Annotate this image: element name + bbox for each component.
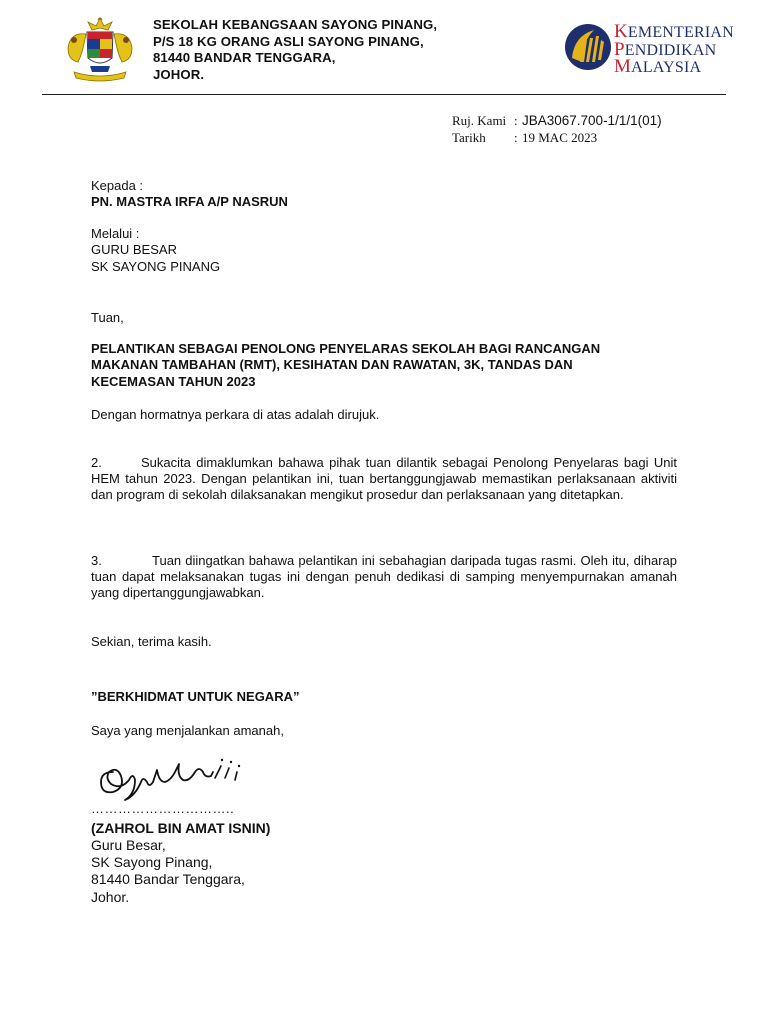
letterhead-divider <box>42 94 726 95</box>
subject-heading: PELANTIKAN SEBAGAI PENOLONG PENYELARAS SEKOLAH BAGI RANCANGAN MAKANAN TAMBAHAN (RMT), KESIHATAN DAN RAWATAN, 3K, TANDAS DAN KECEMASAN TAHUN 2023 <box>91 341 601 389</box>
intro-paragraph: Dengan hormatnya perkara di atas adalah dirujuk. <box>91 407 380 422</box>
via-label: Melalui : <box>91 226 140 241</box>
signer-postcode-town: 81440 Bandar Tenggara, <box>91 871 245 888</box>
signature-line: ………………………….. <box>91 801 235 816</box>
signer-name: (ZAHROL BIN AMAT ISNIN) <box>91 820 271 836</box>
school-address-line-2: 81440 BANDAR TENGGARA, <box>153 50 336 65</box>
ministry-word-rest: ALAYSIA <box>631 59 702 76</box>
ministry-line-3 <box>614 56 734 77</box>
ref-value: JBA3067.700-1/1/1(01) <box>522 113 662 128</box>
school-address-line-3: JOHOR. <box>153 66 205 82</box>
ministry-name <box>614 21 734 77</box>
ministry-line-1 <box>614 21 734 42</box>
paragraph-2 <box>91 455 677 504</box>
ministry-word-rest: EMENTERIAN <box>627 24 734 41</box>
handwritten-signature <box>95 742 255 804</box>
malaysia-coat-of-arms-icon <box>60 14 140 84</box>
to-label: Kepada : <box>91 178 144 193</box>
via-line-1: GURU BESAR <box>91 242 177 257</box>
paragraph-3 <box>91 553 677 602</box>
ministry-initial: M <box>614 56 632 77</box>
ministry-word-rest: ENDIDIKAN <box>624 41 717 59</box>
paragraph-3-number: 3. <box>91 553 102 568</box>
salutation: Tuan, <box>91 310 124 325</box>
paragraph-3-text: Tuan diingatkan bahawa pelantikan ini sebahagian daripada tugas rasmi. Oleh itu, diharap tuan dapat melaksanakan tugas ini dengan penuh dedikasi di samping menyempurnakan amanah yang dipertanggungjawabkan. <box>91 553 677 601</box>
sign-off: Saya yang menjalankan amanah, <box>91 723 284 738</box>
signer-state: Johor. <box>91 888 130 905</box>
closing-line: Sekian, terima kasih. <box>91 634 212 649</box>
motto: ”BERKHIDMAT UNTUK NEGARA” <box>91 689 300 704</box>
ministry-initial: P <box>614 38 625 60</box>
school-address-line-1: P/S 18 KG ORANG ASLI SAYONG PINANG, <box>153 33 424 49</box>
ministry-initial: K <box>614 21 628 42</box>
school-name: SEKOLAH KEBANGSAAN SAYONG PINANG, <box>153 17 438 32</box>
date-value: 19 MAC 2023 <box>522 130 598 145</box>
paragraph-2-text: Sukacita dimaklumkan bahawa pihak tuan dilantik sebagai Penolong Penyelaras bagi Unit HEM tahun 2023. Dengan pelantikan ini, tuan bertanggungjawab memastikan perlaksanaan aktiviti dan program di sekolah dilaksanakan mengikut prosedur dan perlaksanaan yang ditetapkan. <box>91 455 677 503</box>
via-line-2: SK SAYONG PINANG <box>91 259 221 274</box>
kpm-logo-icon <box>564 22 612 72</box>
paragraph-2-number: 2. <box>91 455 102 470</box>
ministry-line-2 <box>614 38 734 60</box>
ref-label: Ruj. Kami <box>452 113 507 128</box>
date-label: Tarikh <box>452 130 486 145</box>
reference-block: Ruj. Kami : JBA3067.700-1/1/1(01) Tarikh : 19 MAC 2023 <box>452 113 662 145</box>
signer-details <box>91 837 245 906</box>
signer-school: SK Sayong Pinang, <box>91 854 213 871</box>
school-address <box>153 17 437 83</box>
recipient-name: PN. MASTRA IRFA A/P NASRUN <box>91 194 288 209</box>
signer-title: Guru Besar, <box>91 837 166 853</box>
